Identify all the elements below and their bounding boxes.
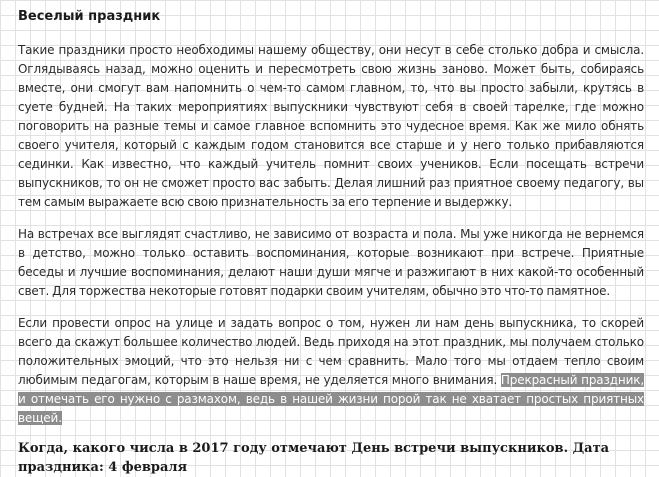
- selected-text-highlight[interactable]: Прекрасный праздник, и отмечать его нужно с размахом, ведь в нашей жизни порой так не хватает простых приятных вещей.: [18, 373, 644, 425]
- paragraph-3-text[interactable]: Если провести опрос на улице и задать вопрос о том, нужен ли нам день выпускника, то скорей всего да скажут большее количество людей. Ведь приходя на этот праздник, мы получаем столько положительных эмоций, что это нельзя ни с чем сравнить. Мало того мы отдаем тепло своим любимым педагогам, которым в наше время, не уделяется много внимания.: [18, 316, 644, 387]
- section-subtitle: Когда, какого числа в 2017 году отмечают День встречи выпускников. Дата праздника: 4 февраля: [18, 441, 610, 475]
- article: [18, 0, 644, 477]
- paragraph-3[interactable]: [18, 314, 644, 428]
- paragraph-1[interactable]: Такие праздники просто необходимы нашему обществу, они несут в себе столько добра и смысла. Оглядываясь назад, можно оценить и пересмотреть свою жизнь заново. Может быть, собираясь вместе, они смогут вам напомнить о чем-то самом главном, то, что вы просто забыли, крутясь в суете будней. На таких мероприятиях выпускники чувствуют себя в своей тарелке, где можно поговорить на разные темы и самое главное вспомнить это чудесное время. Как же мило обнять своего учителя, который с каждым годом становится все старше и у него только прибавляются сединки. Как известно, что каждый учитель помнит своих учеников. Если посещать встречи выпускников, то он не сможет просто вас забыть. Делая лишний раз приятное своему педагогу, вы тем самым выражаете всю свою признательность за его терпение и выдержку.: [18, 43, 644, 209]
- paragraph-2[interactable]: На встречах все выглядят счастливо, не зависимо от возраста и пола. Мы уже никогда не вернемся в детство, можно только оставить воспоминания, которые возникают при встрече. Приятные беседы и лучшие воспоминания, делают наши души мягче и разжигают в них какой-то особенный свет. Для торжества некоторые готовят подарки своим учителям, обычно это что-то памятное.: [18, 227, 644, 298]
- article-title: Веселый праздник: [18, 9, 161, 24]
